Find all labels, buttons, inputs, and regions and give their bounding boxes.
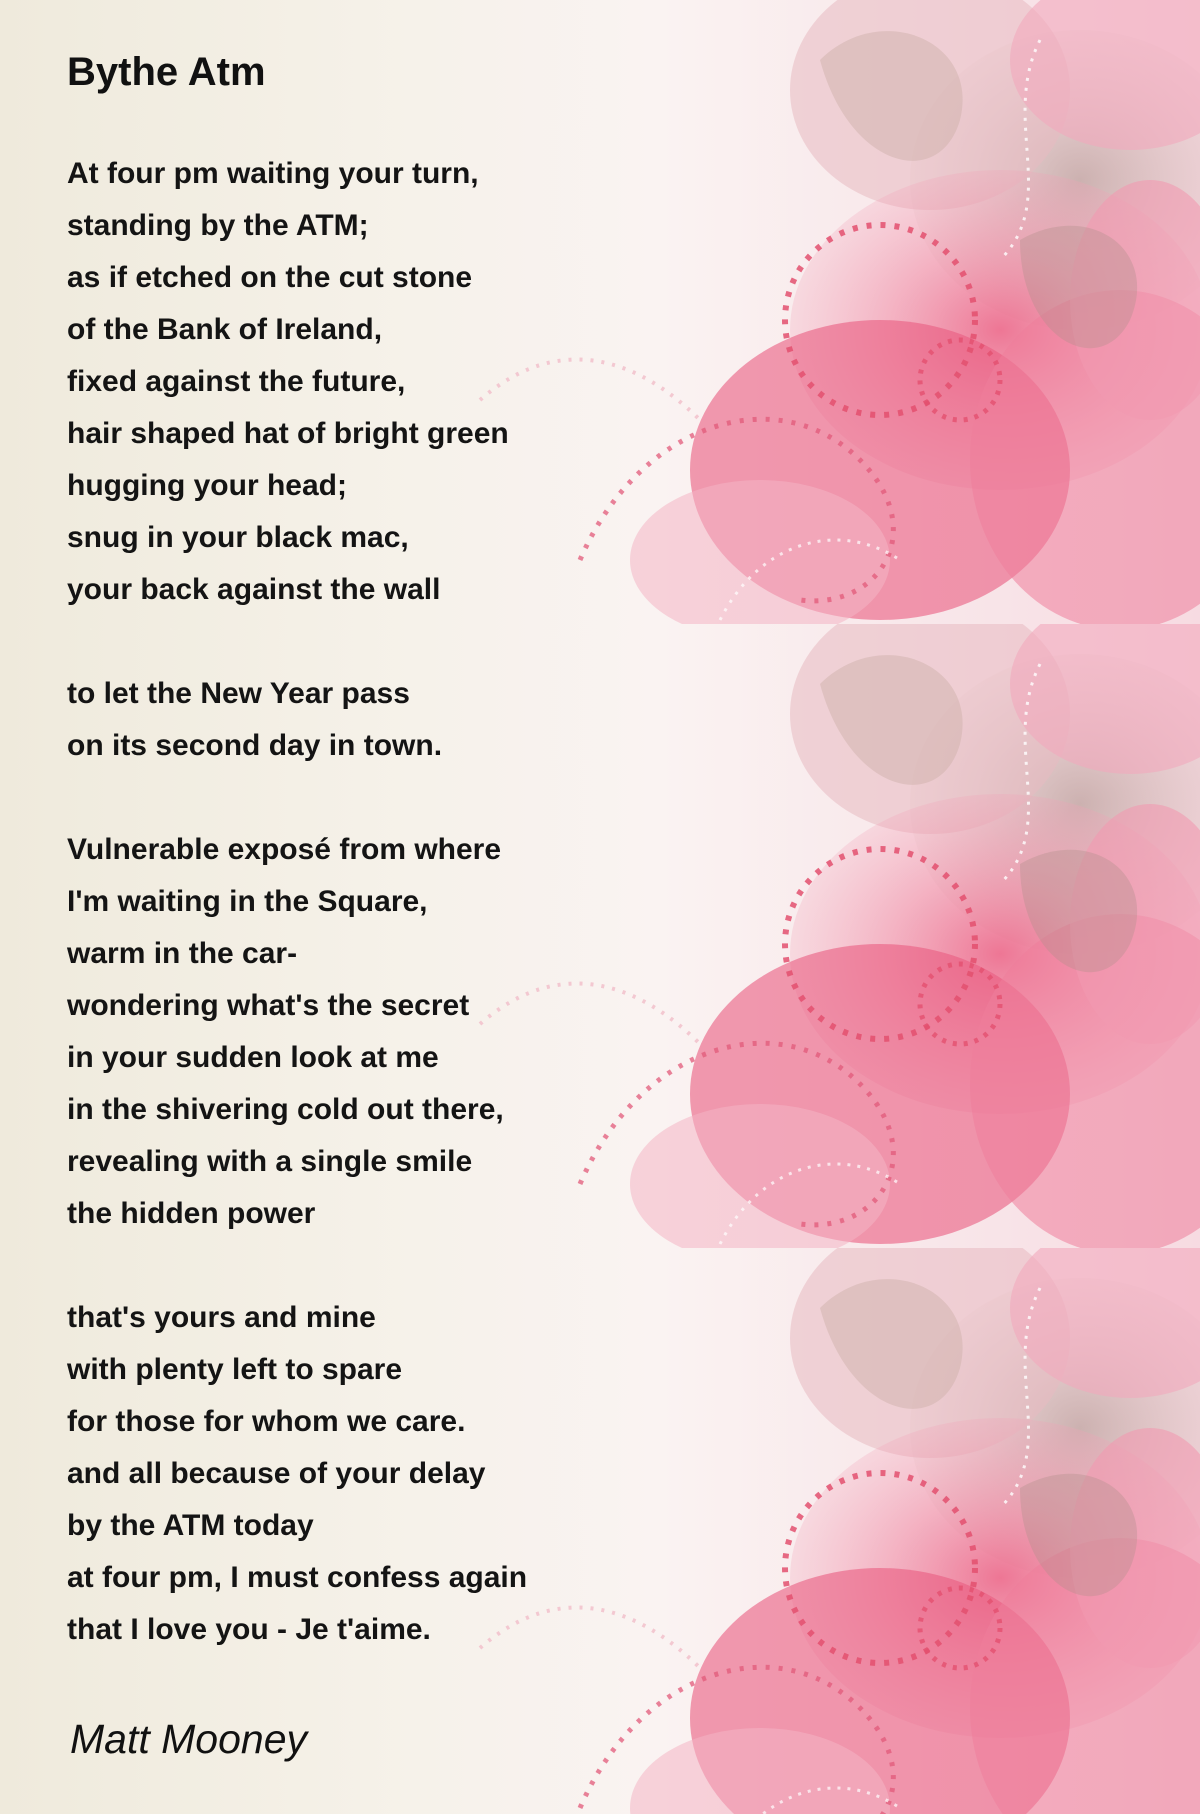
- poem-line: your back against the wall: [67, 573, 441, 606]
- poem-line: At four pm waiting your turn,: [67, 157, 479, 190]
- poem-line: of the Bank of Ireland,: [67, 313, 383, 346]
- poem-line: and all because of your delay: [67, 1457, 486, 1490]
- poem-line: with plenty left to spare: [67, 1353, 403, 1386]
- poem-line: in the shivering cold out there,: [67, 1093, 504, 1126]
- poem-line: revealing with a single smile: [67, 1145, 473, 1178]
- poem-line: for those for whom we care.: [67, 1405, 466, 1438]
- poem-line: wondering what's the secret: [67, 989, 470, 1022]
- poem-line: that's yours and mine: [67, 1301, 376, 1334]
- poem-line: Vulnerable exposé from where: [67, 833, 502, 866]
- poem-line: hair shaped hat of bright green: [67, 417, 509, 450]
- poem-line: the hidden power: [67, 1197, 316, 1230]
- poem-title: Bythe Atm: [67, 50, 266, 94]
- poem-line: to let the New Year pass: [67, 677, 410, 710]
- poem-author: Matt Mooney: [70, 1716, 307, 1762]
- poem-line: warm in the car-: [67, 937, 298, 970]
- poem-line: on its second day in town.: [67, 729, 443, 762]
- poem-line: fixed against the future,: [67, 365, 406, 398]
- poem-line: as if etched on the cut stone: [67, 261, 473, 294]
- poem-line: that I love you - Je t'aime.: [67, 1613, 431, 1646]
- poem-line: at four pm, I must confess again: [67, 1561, 528, 1594]
- poem-line: I'm waiting in the Square,: [67, 885, 428, 918]
- poem-line: snug in your black mac,: [67, 521, 409, 554]
- poem-line: in your sudden look at me: [67, 1041, 439, 1074]
- poem-line: by the ATM today: [67, 1509, 314, 1542]
- poem-line: standing by the ATM;: [67, 209, 369, 242]
- poem-line: hugging your head;: [67, 469, 347, 502]
